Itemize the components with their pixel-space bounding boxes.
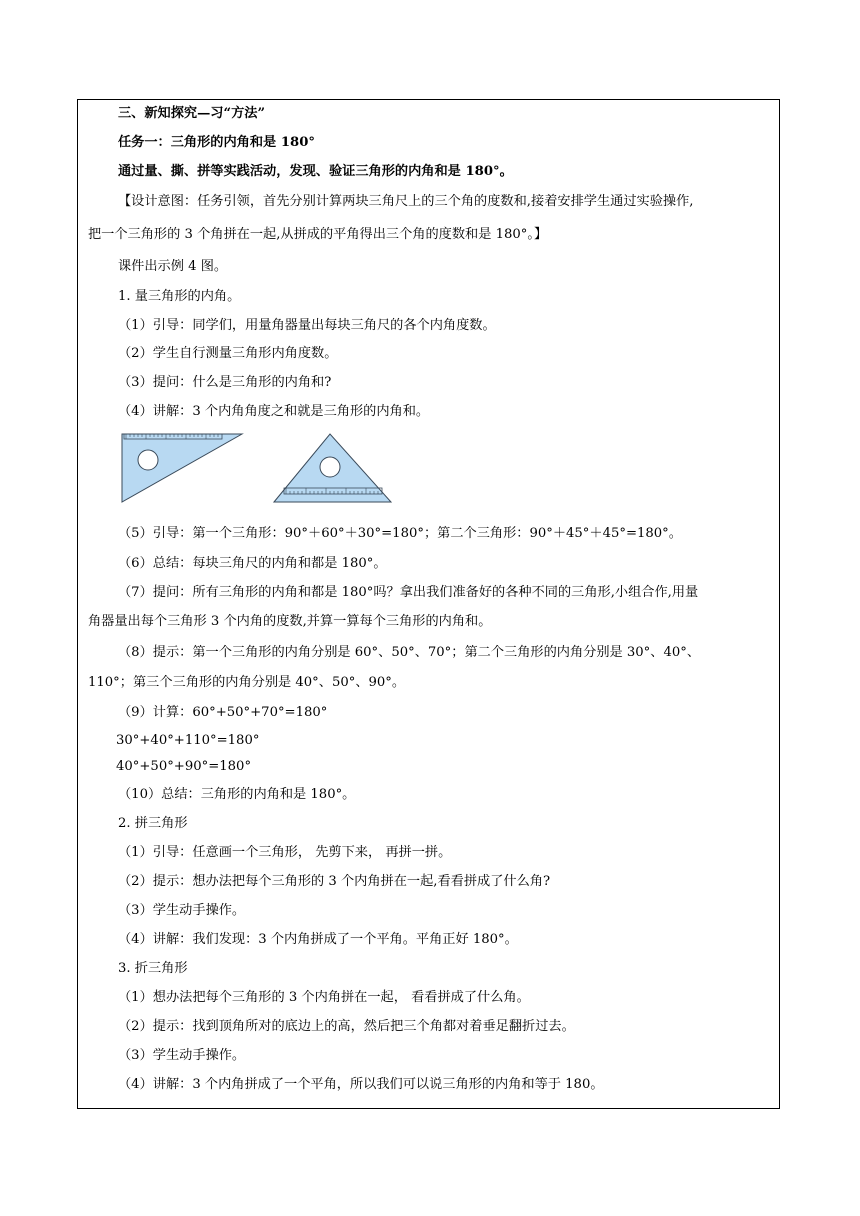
text-line: （2）学生自行测量三角形内角度数。 bbox=[118, 346, 338, 361]
set-square-45-45-icon bbox=[274, 434, 391, 502]
text-line: 角器量出每个三角形 3 个内角的度数,并算一算每个三角形的内角和。 bbox=[88, 614, 492, 629]
text-line: （1）引导：任意画一个三角形， 先剪下来， 再拼一拼。 bbox=[118, 845, 452, 860]
text-line: （3）学生动手操作。 bbox=[118, 1048, 246, 1063]
text-line: （7）提问：所有三角形的内角和都是 180°吗？拿出我们准备好的各种不同的三角形,小组合作,用量 bbox=[118, 585, 699, 600]
text-line: 40°+50°+90°=180° bbox=[116, 759, 252, 774]
text-line: 110°；第三个三角形的内角分别是 40°、50°、90°。 bbox=[88, 675, 406, 690]
text-line: （5）引导：第一个三角形：90°＋60°＋30°=180°；第二个三角形：90°＋45°＋45°=180°。 bbox=[118, 526, 682, 541]
text-line: 通过量、撕、拼等实践活动，发现、验证三角形的内角和是 180°。 bbox=[118, 164, 513, 179]
text-line: 三、新知探究—习“方法” bbox=[118, 106, 266, 121]
text-line: 1. 量三角形的内角。 bbox=[118, 289, 241, 304]
text-line: 30°+40°+110°=180° bbox=[116, 733, 260, 748]
text-line: （6）总结：每块三角尺的内角和都是 180°。 bbox=[118, 556, 387, 571]
text-line: 任务一：三角形的内角和是 180° bbox=[118, 135, 315, 150]
text-line: （1）想办法把每个三角形的 3 个内角拼在一起， 看看拼成了什么角。 bbox=[118, 990, 530, 1005]
text-line: （9）计算：60°+50°+70°=180° bbox=[118, 705, 328, 720]
text-line: （3）提问：什么是三角形的内角和? bbox=[118, 375, 332, 390]
set-square-figure bbox=[120, 432, 400, 504]
text-line: 【设计意图：任务引领，首先分别计算两块三角尺上的三个角的度数和,接着安排学生通过实验操作, bbox=[118, 194, 694, 209]
text-line: （4）讲解：3 个内角角度之和就是三角形的内角和。 bbox=[118, 404, 430, 419]
text-line: 2. 拼三角形 bbox=[118, 816, 188, 831]
text-line: （8）提示：第一个三角形的内角分别是 60°、50°、70°；第二个三角形的内角分别是 30°、40°、 bbox=[118, 645, 701, 660]
text-line: （2）提示：找到顶角所对的底边上的高，然后把三个角都对着垂足翻折过去。 bbox=[118, 1019, 575, 1034]
text-line: （1）引导：同学们，用量角器量出每块三角尺的各个内角度数。 bbox=[118, 318, 496, 333]
content-table-cell bbox=[77, 99, 780, 1109]
text-line: （2）提示：想办法把每个三角形的 3 个内角拼在一起,看看拼成了什么角? bbox=[118, 874, 551, 889]
text-line: （4）讲解：3 个内角拼成了一个平角，所以我们可以说三角形的内角和等于 180。 bbox=[118, 1077, 604, 1092]
text-line: （10）总结：三角形的内角和是 180°。 bbox=[118, 787, 356, 802]
text-line: 3. 折三角形 bbox=[118, 961, 188, 976]
set-square-30-60-icon bbox=[122, 434, 242, 502]
text-line: （3）学生动手操作。 bbox=[118, 903, 246, 918]
text-line: 把一个三角形的 3 个角拼在一起,从拼成的平角得出三个角的度数和是 180°。】 bbox=[88, 227, 548, 242]
text-line: （4）讲解：我们发现：3 个内角拼成了一个平角。平角正好 180°。 bbox=[118, 932, 518, 947]
text-line: 课件出示例 4 图。 bbox=[118, 259, 228, 274]
